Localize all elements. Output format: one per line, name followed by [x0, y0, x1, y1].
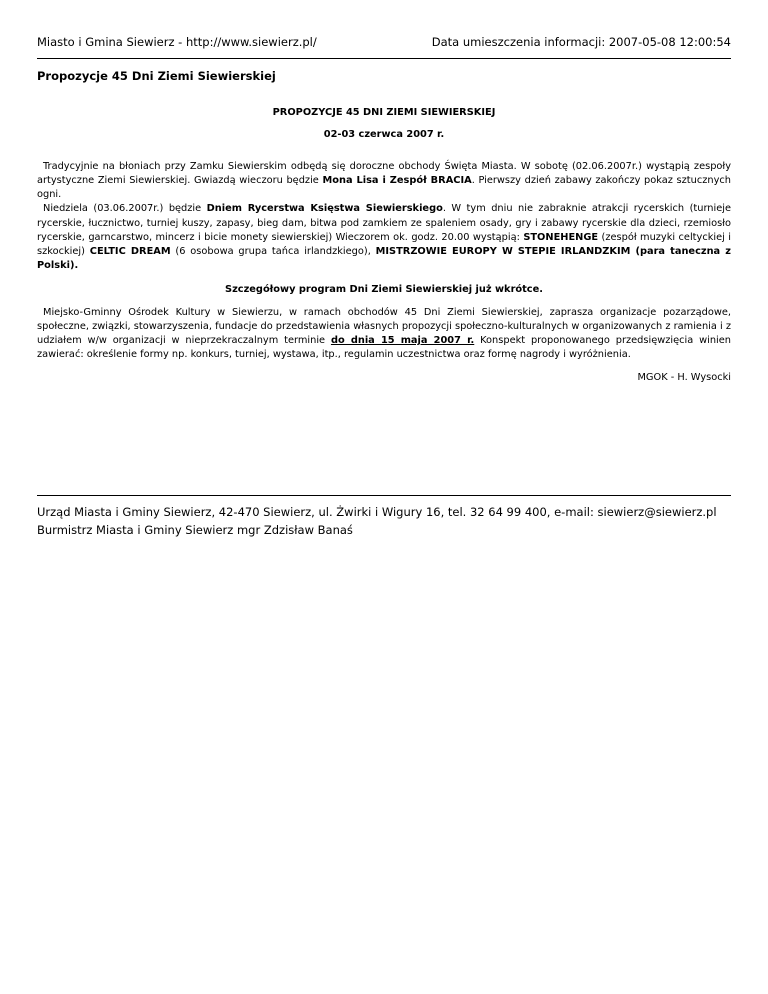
- footer-address: Urząd Miasta i Gminy Siewierz, 42-470 Siewierz, ul. Żwirki i Wigury 16, tel. 32 64 99 400, e-mail: siewierz@siewierz.pl: [37, 505, 717, 519]
- article-dates: 02-03 czerwca 2007 r.: [323, 129, 445, 141]
- paragraph-3: [37, 306, 731, 362]
- p2-text-c: . W tym dniu nie zabraknie atrakcji rycerskich (turnieje rycerskie, łucznictwo, turniej kuszy, zapasy, bieg dam, bitwa pod zamkiem ze spaleniem osady, gry i zabawy rycerskie dla dzieci, rzemiosło rycerskie, garncarstwo, mincerz i bicie monety siewierskiej) Wieczorem ok. godz. 20.00 wystąpią:: [37, 203, 732, 243]
- p2-text-g: (6 osobowa grupa tańca irlandzkiego),: [170, 245, 376, 257]
- site-url-text: Miasto i Gmina Siewierz - http://www.siewierz.pl/: [37, 35, 317, 49]
- article-body: [37, 106, 731, 386]
- p2-bold-stonehenge: STONEHENGE: [523, 231, 599, 243]
- page-header: [37, 34, 731, 50]
- page-title: Propozycje 45 Dni Ziemi Siewierskiej: [37, 69, 276, 83]
- p1-text-a: Tradycyjnie na błoniach przy Zamku Siewierskim odbędą się doroczne obchody Święta Miasta. W sobotę (02.06.2007r.) wystąpią zespoły artystyczne Ziemi Siewierskiej. Gwiazdą wieczoru będzie: [37, 161, 731, 187]
- article-heading: PROPOZYCJE 45 DNI ZIEMI SIEWIERSKIEJ: [272, 107, 496, 118]
- article-subheading: Szczegółowy program Dni Ziemi Siewierskiej już wkrótce.: [225, 283, 543, 295]
- p1-text-c: . Pierwszy dzień zabawy zakończy pokaz sztucznych ogni.: [37, 175, 731, 201]
- p2-text-a: Niedziela (03.06.2007r.) będzie: [43, 203, 207, 215]
- paragraph-1: [37, 160, 731, 273]
- p2-bold-champions: MISTRZOWIE EUROPY W STEPIE IRLANDZKIM (para taneczna z Polski).: [37, 245, 731, 271]
- p2-bold-day-name: Dniem Rycerstwa Księstwa Siewierskiego: [206, 203, 443, 215]
- p2-bold-celtic-dream: CELTIC DREAM: [89, 245, 171, 257]
- header-divider: [37, 58, 731, 59]
- p1-bold-performer: Mona Lisa i Zespół BRACIA: [322, 175, 472, 187]
- article-signature: MGOK - H. Wysocki: [637, 372, 731, 384]
- page-footer: [37, 504, 731, 539]
- p3-text-a: Miejsko-Gminny Ośrodek Kultury w Siewierzu, w ramach obchodów 45 Dni Ziemi Siewierskiej, zaprasza organizacje pozarządowe, społeczne, związki, stowarzyszenia, fundacje do przedstawienia własnych propozycji społeczno-kulturalnych w organizowanych z ramienia i z udziałem w/w organizacji w nieprzekraczalnym terminie: [37, 307, 731, 347]
- footer-divider: [37, 495, 731, 496]
- publication-date: Data umieszczenia informacji: 2007-05-08 12:00:54: [431, 35, 731, 49]
- p2-text-e: (zespół muzyki celtyckiej i szkockiej): [37, 231, 731, 257]
- p3-text-c: Konspekt proponowanego przedsięwzięcia winien zawierać: określenie formy np. konkurs, turniej, wystawa, itp., regulamin uczestnictwa oraz formę nagrody i wyróżnienia.: [37, 335, 731, 361]
- p3-deadline: do dnia 15 maja 2007 r.: [330, 335, 475, 347]
- footer-mayor: Burmistrz Miasta i Gminy Siewierz mgr Zdzisław Banaś: [37, 522, 353, 537]
